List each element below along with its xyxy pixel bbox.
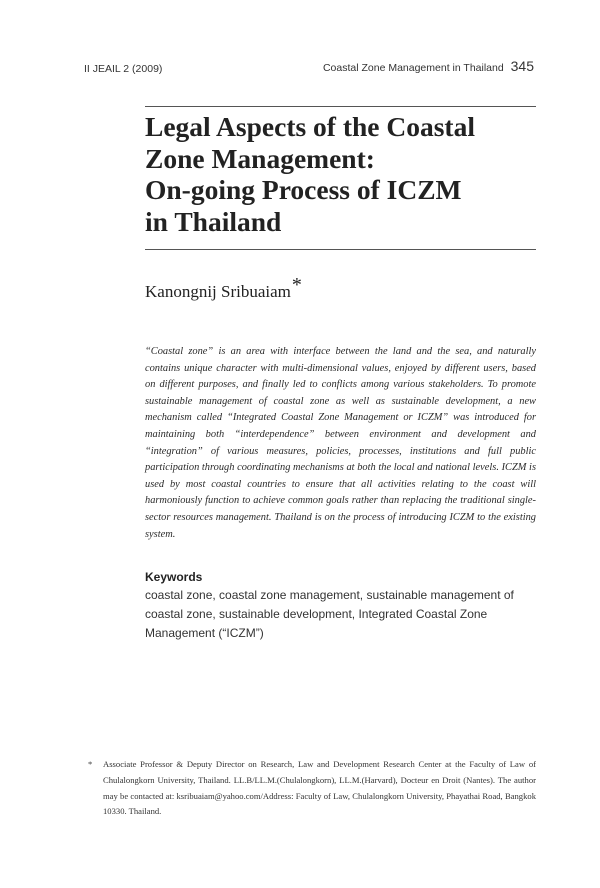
author-name: Kanongnij Sribuaiam bbox=[145, 282, 291, 301]
journal-citation: II JEAIL 2 (2009) bbox=[84, 63, 163, 75]
title-line: Legal Aspects of the Coastal bbox=[145, 111, 475, 142]
title-bottom-rule bbox=[145, 249, 536, 250]
author-footnote-mark[interactable]: * bbox=[291, 274, 302, 296]
author-footnote bbox=[88, 757, 536, 820]
title-line: Zone Management: bbox=[145, 142, 375, 174]
page-number: 345 bbox=[510, 58, 534, 74]
keywords-text: coastal zone, coastal zone management, sustainable management of coastal zone, sustainable development, Integrated Coastal Zone Management (“ICZM”) bbox=[145, 588, 514, 640]
title-line: in Thailand bbox=[145, 205, 282, 237]
running-title: Coastal Zone Management in Thailand bbox=[322, 62, 504, 74]
author-line bbox=[145, 274, 302, 303]
footnote-mark: * bbox=[88, 759, 93, 769]
title-line: On-going Process of ICZM bbox=[145, 174, 462, 205]
article-title bbox=[145, 111, 545, 237]
footnote-text: Associate Professor & Deputy Director on Research, Law and Development Research Center at the Faculty of Law of Chulalongkorn University, Thailand. LL.B/LL.M.(Chulalongkorn), LL.M.(Harvard), Docteur en Droit (Nantes). The author may be contacted at: ksribuaiam@yahoo.com/Address: Faculty of Law, Chulalongkorn University, Phayathai Road, Bangkok 10330. Thailand. bbox=[103, 759, 536, 817]
abstract: “Coastal zone” is an area with interface between the land and the sea, and naturally contains unique character with multi-dimensional values, enjoyed by different users, based on different purposes, and finally led to conflicts among various stakeholders. To promote sustainable management of coastal zone as well as sustainable development, a new mechanism called “Integrated Coastal Zone Management or ICZM” was introduced for maintaining both “interdependence” between environment and development and “integration” of various measures, policies, processes, institutions and full public participation through coordinating mechanisms at both the local and national levels. ICZM is used by most coastal countries to ensure that all activities relating to the coast will harmoniously function to achieve common goals rather than replacing the traditional single-sector resources management. Thailand is on the process of introducing ICZM to the existing system. bbox=[145, 346, 536, 540]
running-title-group bbox=[323, 58, 534, 74]
keywords-heading: Keywords bbox=[145, 570, 203, 584]
running-head bbox=[84, 58, 534, 78]
title-top-rule bbox=[145, 106, 536, 107]
